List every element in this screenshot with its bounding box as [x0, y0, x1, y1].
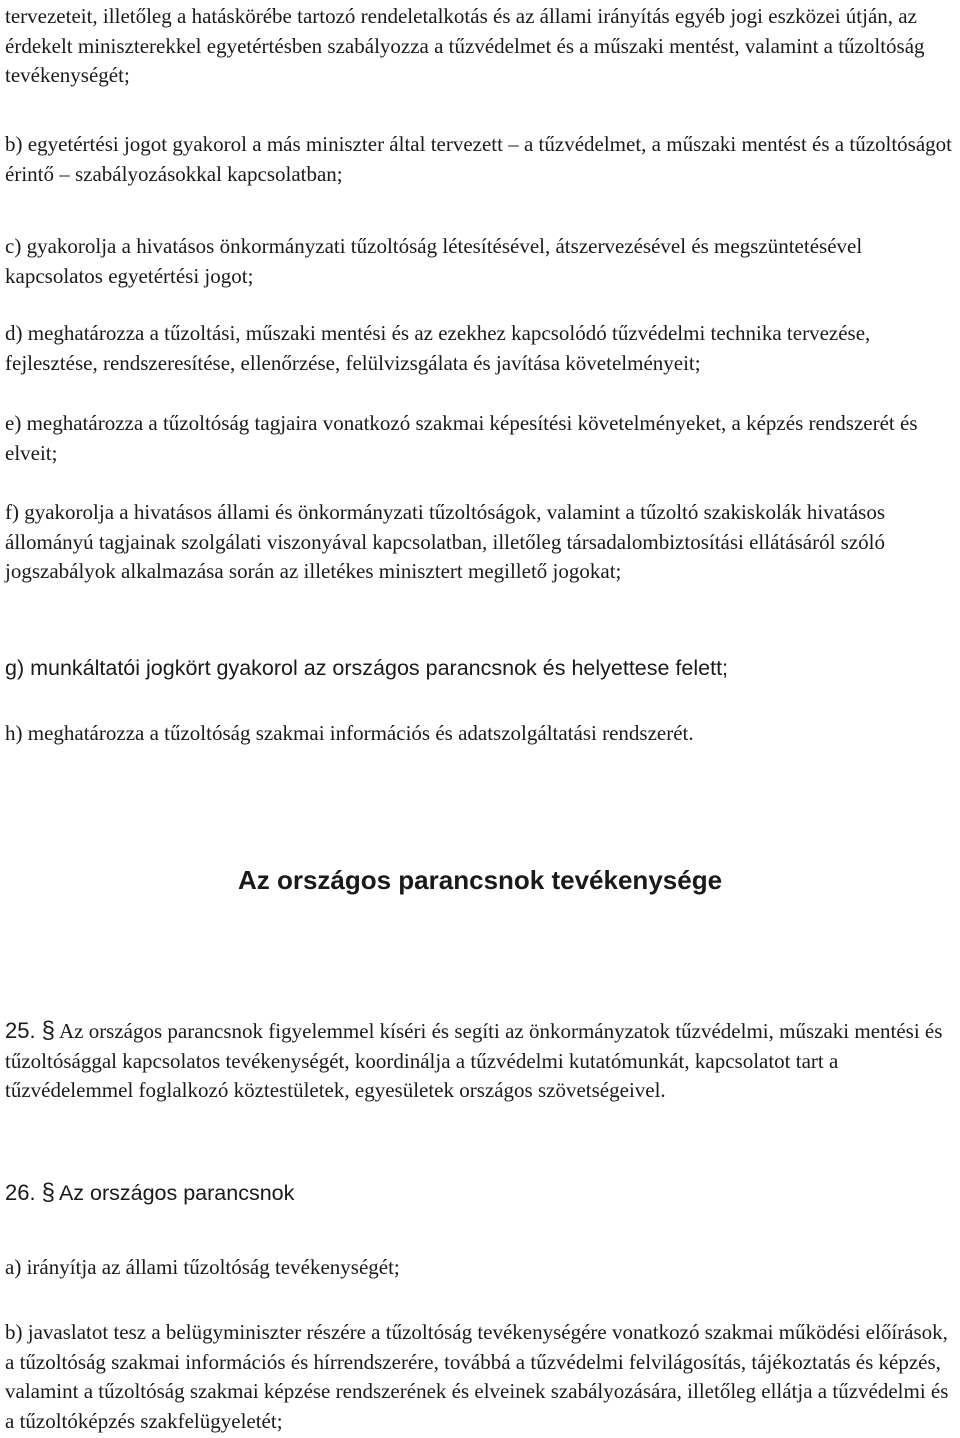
section-25-number: 25. — [5, 1018, 36, 1043]
item-26-b: b) javaslatot tesz a belügyminiszter részére a tűzoltóság tevékenységére vonatkozó szakmai működési előírások, a tűzoltóság szakmai információs és hírrendszerére, továbbá a tűzvédelmi felvilágosítás, tájékoztatás és képzés, valamint a tűzoltóság szakmai képzése rendszerének és elveinek szabályozására, illetőleg ellátja a tűzvédelmi és a tűzoltóképzés szakfelügyeletét; — [5, 1320, 949, 1433]
section-26-text: Az országos parancsnok — [58, 1181, 295, 1205]
paragraph-h: h) meghatározza a tűzoltóság szakmai információs és adatszolgáltatási rendszerét. — [5, 721, 694, 745]
paragraph-d: d) meghatározza a tűzoltási, műszaki mentési és az ezekhez kapcsolódó tűzvédelmi technika tervezése, fejlesztése, rendszeresítése, ellenőrzése, felülvizsgálata és javítása követelményeit; — [5, 321, 871, 375]
section-25-symbol: § — [41, 1017, 55, 1044]
paragraph-g: g) munkáltatói jogkört gyakorol az országos parancsnok és helyettese felett; — [5, 656, 729, 680]
section-26 — [5, 1178, 957, 1209]
paragraph-intro: tervezeteit, illetőleg a hatáskörébe tartozó rendeletalkotás és az állami irányítás egyéb jogi eszközei útján, az érdekelt miniszterekkel egyetértésben szabályozza a tűzvédelmet és a műszaki mentést, valamint a tűzoltóság tevékenységét; — [5, 4, 925, 87]
section-heading: Az országos parancsnok tevékenysége — [237, 865, 723, 895]
section-26-number: 26. — [5, 1180, 36, 1205]
paragraph-e: e) meghatározza a tűzoltóság tagjaira vonatkozó szakmai képesítési követelményeket, a képzés rendszerét és elveit; — [5, 411, 918, 465]
paragraph-b: b) egyetértési jogot gyakorol a más miniszter által tervezett ⎯ a tűzvédelmet, a műszaki mentést és a tűzoltóságot érintő ⎯ szabályozásokkal kapcsolatban; — [5, 132, 953, 186]
section-26-symbol: § — [41, 1179, 55, 1206]
item-26-a: a) irányítja az állami tűzoltóság tevékenységét; — [5, 1255, 400, 1279]
section-25 — [5, 1016, 957, 1106]
section-25-text: Az országos parancsnok figyelemmel kíséri és segíti az önkormányzatok tűzvédelmi, műszaki mentési és tűzoltósággal kapcsolatos tevékenységét, koordinálja a tűzvédelmi kutatómunkát, kapcsolatot tart a tűzvédelemmel foglalkozó köztestületek, egyesületek országos szövetségeivel. — [5, 1019, 943, 1102]
paragraph-c: c) gyakorolja a hivatásos önkormányzati tűzoltóság létesítésével, átszervezésével és megszüntetésével kapcsolatos egyetértési jogot; — [5, 234, 863, 288]
paragraph-f: f) gyakorolja a hivatásos állami és önkormányzati tűzoltóságok, valamint a tűzoltó szakiskolák hivatásos állományú tagjainak szolgálati viszonyával kapcsolatban, illetőleg társadalombiztosítási ellátásáról szóló jogszabályok alkalmazása során az illetékes minisztert megillető jogokat; — [5, 500, 886, 583]
